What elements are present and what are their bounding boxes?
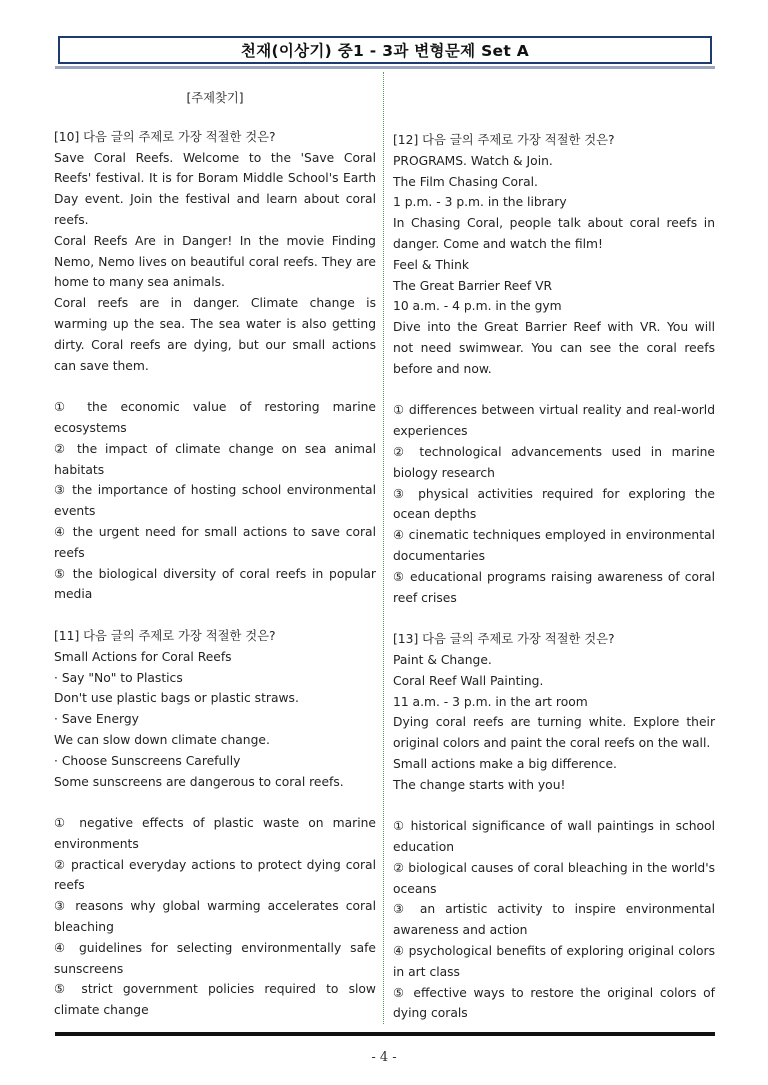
- answer-choice: ① historical significance of wall paintings in school education: [393, 819, 715, 855]
- question-header: [13] 다음 글의 주제로 가장 적절한 것은?: [393, 632, 615, 647]
- question-header: [10] 다음 글의 주제로 가장 적절한 것은?: [54, 129, 276, 144]
- title-rule: [55, 66, 715, 69]
- passage-line: Save Coral Reefs. Welcome to the 'Save Coral Reefs' festival. It is for Boram Middle School's Earth Day event. Join the festival and learn about coral reefs.: [54, 150, 376, 227]
- passage-line: 11 a.m. - 3 p.m. in the art room: [393, 694, 588, 709]
- title-box: [58, 36, 712, 64]
- question-12: [393, 130, 715, 608]
- answer-choice: ③ physical activities required for exploring the ocean depths: [393, 486, 715, 522]
- answer-choice: ② the impact of climate change on sea animal habitats: [54, 441, 376, 477]
- answer-choice: ① the economic value of restoring marine ecosystems: [54, 400, 376, 435]
- passage-line: · Choose Sunscreens Carefully: [54, 753, 241, 768]
- passage-line: The Film Chasing Coral.: [393, 174, 538, 189]
- question-10: [54, 127, 376, 605]
- passage-line: The change starts with you!: [393, 777, 566, 792]
- left-column: [54, 88, 376, 1021]
- passage-line: PROGRAMS. Watch & Join.: [393, 153, 553, 168]
- answer-choice: ④ guidelines for selecting environmentally safe sunscreens: [54, 940, 376, 976]
- column-divider: [383, 72, 384, 1024]
- answer-choice: ③ the importance of hosting school environmental events: [54, 483, 376, 519]
- passage-line: Dive into the Great Barrier Reef with VR. You will not need swimwear. You can see the coral reefs before and now.: [393, 320, 715, 376]
- answer-choice: ⑤ effective ways to restore the original colors of dying corals: [393, 985, 715, 1021]
- question-11: [54, 626, 376, 1021]
- passage-line: In Chasing Coral, people talk about coral reefs in danger. Come and watch the film!: [393, 216, 715, 251]
- answer-choice: ④ the urgent need for small actions to save coral reefs: [54, 524, 376, 560]
- passage-line: Feel & Think: [393, 257, 469, 272]
- passage-line: Dying coral reefs are turning white. Explore their original colors and paint the coral reefs on the wall.: [393, 715, 715, 751]
- answer-choice: ③ an artistic activity to inspire environmental awareness and action: [393, 902, 715, 938]
- passage-line: We can slow down climate change.: [54, 732, 270, 747]
- passage-line: Paint & Change.: [393, 652, 492, 667]
- passage-line: Small Actions for Coral Reefs: [54, 649, 232, 664]
- passage-line: 1 p.m. - 3 p.m. in the library: [393, 195, 567, 210]
- answer-choice: ⑤ the biological diversity of coral reefs in popular media: [54, 566, 376, 602]
- answer-choice: ⑤ strict government policies required to slow climate change: [54, 982, 376, 1018]
- answer-choice: ② practical everyday actions to protect dying coral reefs: [54, 857, 376, 893]
- right-column: [393, 130, 715, 1024]
- answer-choice: ⑤ educational programs raising awareness of coral reef crises: [393, 569, 715, 605]
- passage-line: · Save Energy: [54, 712, 139, 727]
- page-title: 천재(이상기) 중1 - 3과 변형문제 Set A: [240, 42, 530, 60]
- passage-line: Coral Reef Wall Painting.: [393, 673, 544, 688]
- bottom-rule: [55, 1032, 715, 1036]
- answer-choice: ③ reasons why global warming accelerates coral bleaching: [54, 899, 376, 935]
- passage-line: · Say "No" to Plastics: [54, 670, 183, 685]
- question-header: [12] 다음 글의 주제로 가장 적절한 것은?: [393, 133, 615, 147]
- passage-line: Don't use plastic bags or plastic straws.: [54, 691, 299, 706]
- question-13: [393, 629, 715, 1024]
- question-header: [11] 다음 글의 주제로 가장 적절한 것은?: [54, 628, 276, 643]
- section-heading: [주제찾기]: [186, 91, 244, 105]
- passage-line: Coral reefs are in danger. Climate change is warming up the sea. The sea water is also getting dirty. Coral reefs are dying, but our small actions can save them.: [54, 296, 376, 373]
- passage-line: Coral Reefs Are in Danger! In the movie Finding Nemo, Nemo lives on beautiful coral reefs. They are home to many sea animals.: [54, 233, 376, 290]
- page-number: - 4 -: [371, 1050, 397, 1065]
- answer-choice: ① negative effects of plastic waste on marine environments: [54, 816, 376, 851]
- answer-choice: ② technological advancements used in marine biology research: [393, 444, 715, 480]
- passage-line: Some sunscreens are dangerous to coral reefs.: [54, 774, 344, 789]
- answer-choice: ④ cinematic techniques employed in environmental documentaries: [393, 528, 715, 563]
- passage-line: 10 a.m. - 4 p.m. in the gym: [393, 299, 562, 314]
- passage-line: Small actions make a big difference.: [393, 756, 617, 771]
- answer-choice: ④ psychological benefits of exploring original colors in art class: [393, 944, 715, 979]
- passage-line: The Great Barrier Reef VR: [393, 278, 553, 293]
- answer-choice: ② biological causes of coral bleaching in the world's oceans: [393, 860, 715, 896]
- answer-choice: ① differences between virtual reality and real-world experiences: [393, 403, 715, 439]
